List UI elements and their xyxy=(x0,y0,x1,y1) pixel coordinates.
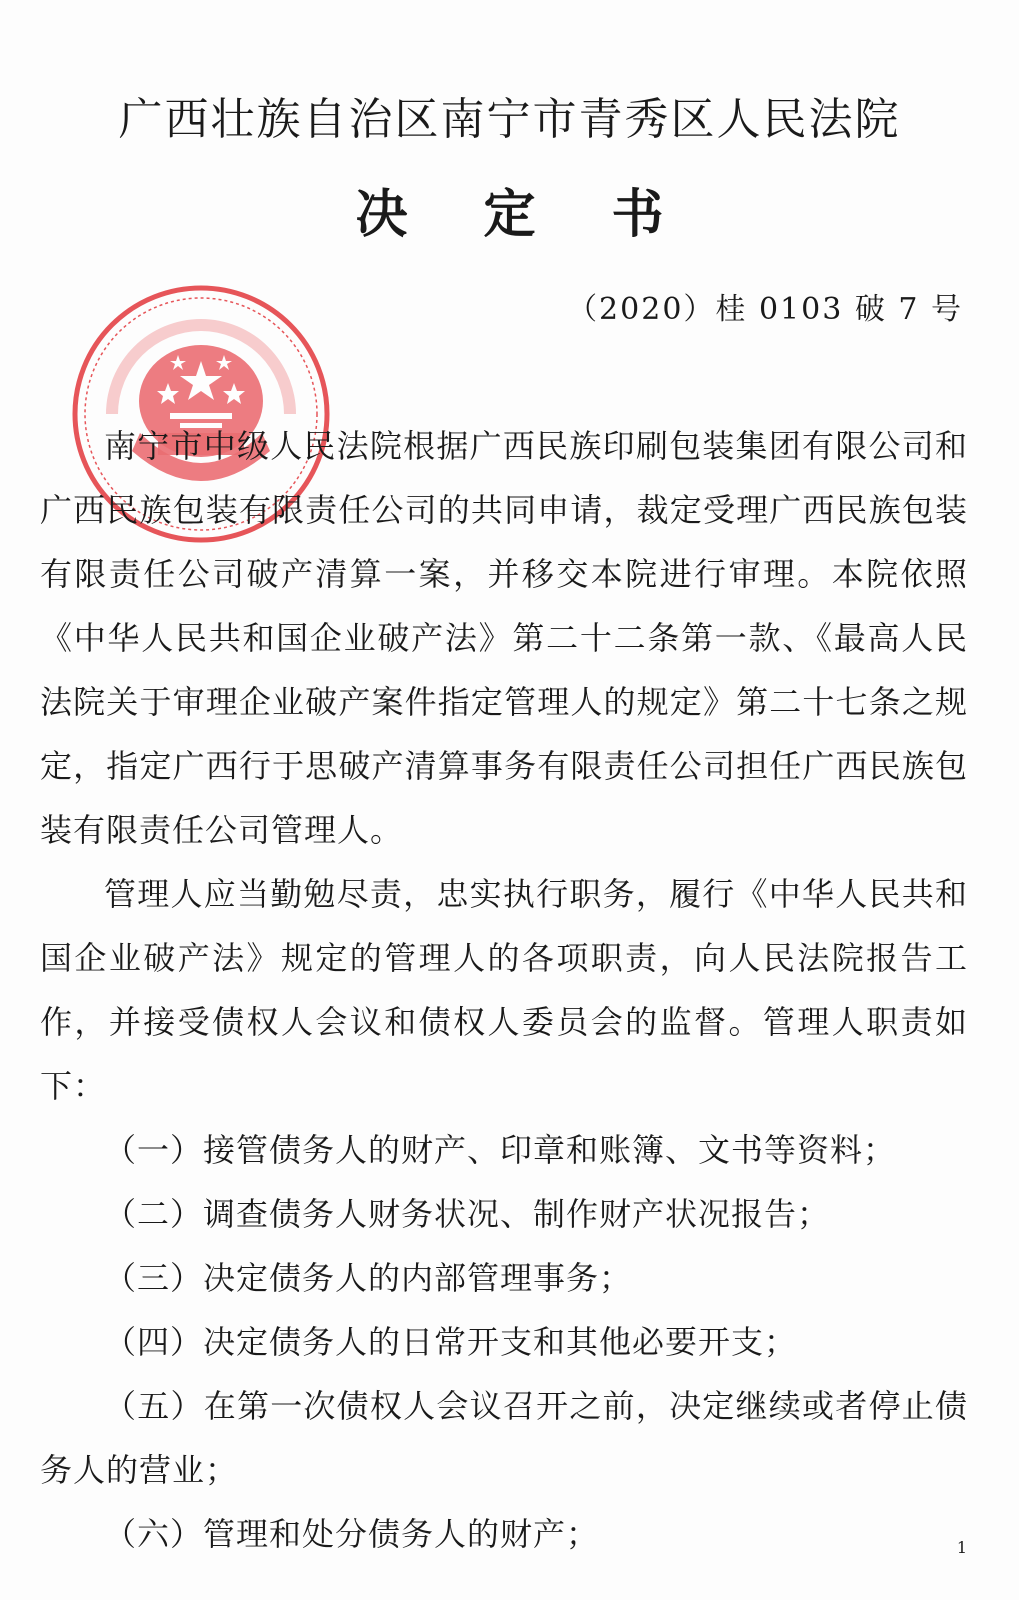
duty-item-6: （六）管理和处分债务人的财产； xyxy=(104,1515,600,1553)
duty-item-2: （二）调查债务人财务状况、制作财产状况报告； xyxy=(104,1195,831,1233)
page-number: 1 xyxy=(956,1538,967,1557)
duty-item-4: （四）决定债务人的日常开支和其他必要开支； xyxy=(104,1323,798,1361)
court-name: 广西壮族自治区南宁市青秀区人民法院 xyxy=(118,94,901,145)
duty-item-3: （三）决定债务人的内部管理事务； xyxy=(104,1259,633,1297)
document-title xyxy=(0,183,1019,247)
title-char-1: 决 xyxy=(355,184,408,245)
case-number: （2020）桂 0103 破 7 号 xyxy=(567,292,963,327)
title-char-2: 定 xyxy=(483,184,536,245)
paragraph-duties-intro: 管理人应当勤勉尽责，忠实执行职务，履行《中华人民共和国企业破产法》规定的管理人的各项职责，向人民法院报告工作，并接受债权人会议和债权人委员会的监督。管理人职责如下： xyxy=(40,875,968,1105)
title-char-3: 书 xyxy=(611,184,664,245)
document-body xyxy=(40,414,968,1566)
duty-item-1: （一）接管债务人的财产、印章和账簿、文书等资料； xyxy=(104,1131,897,1169)
paragraph-appointment: 南宁市中级人民法院根据广西民族印刷包装集团有限公司和广西民族包装有限责任公司的共同申请，裁定受理广西民族包装有限责任公司破产清算一案，并移交本院进行审理。本院依照《中华人民共和国企业破产法》第二十二条第一款、《最高人民法院关于审理企业破产案件指定管理人的规定》第二十七条之规定，指定广西行于思破产清算事务有限责任公司担任广西民族包装有限责任公司管理人。 xyxy=(40,427,968,849)
duty-item-5: （五）在第一次债权人会议召开之前，决定继续或者停止债务人的营业； xyxy=(40,1387,968,1489)
